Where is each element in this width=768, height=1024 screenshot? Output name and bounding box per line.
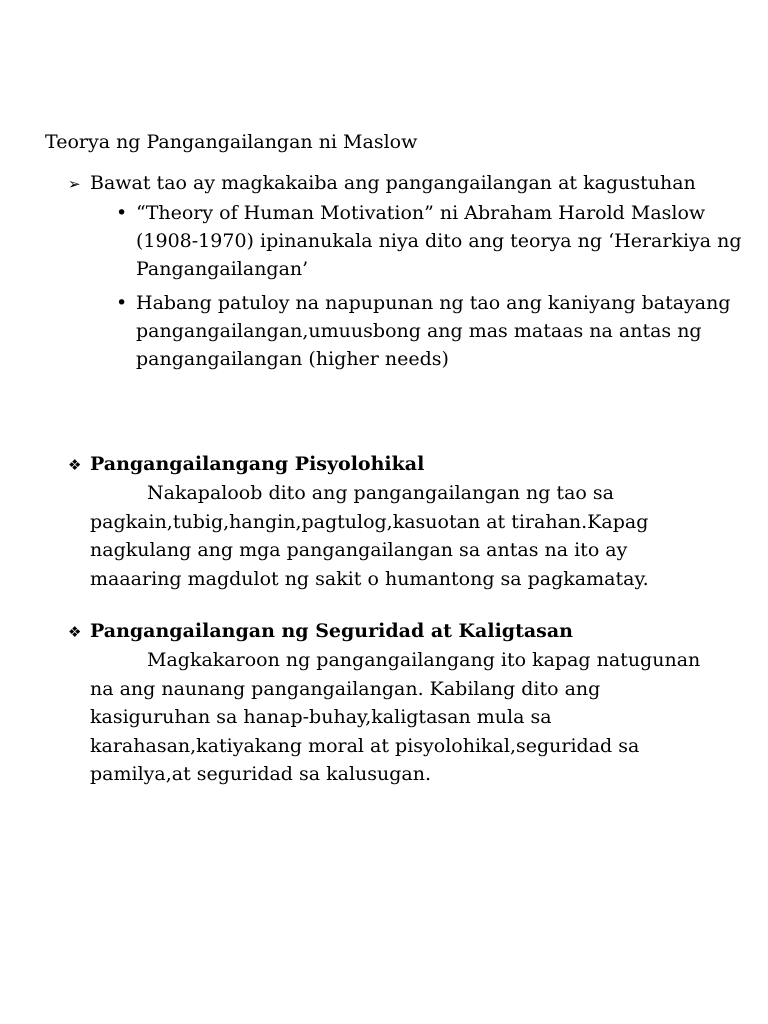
section-heading-text: Pangangailangang Pisyolohikal — [90, 453, 425, 475]
bullet-text: “Theory of Human Motivation” ni Abraham Harold Maslow (1908-1970) ipinanukala niya dito ang teorya ng ‘Herarkiya ng Pangangailangan’ — [136, 202, 742, 280]
diamond-bullet-icon: ❖ — [68, 623, 82, 641]
section-heading-text: Pangangailangan ng Seguridad at Kaligtasan — [90, 620, 573, 642]
section-heading — [68, 450, 738, 479]
bullet-text: Habang patuloy na napupunan ng tao ang kaniyang batayang pangangailangan,umuusbong ang mas mataas na antas ng pangangailangan (higher needs) — [136, 292, 731, 370]
list-item — [112, 289, 752, 373]
bullet-dot-icon: • — [116, 292, 128, 314]
section-heading — [68, 617, 738, 646]
section-physiological — [68, 450, 738, 593]
bullet-dot-icon: • — [116, 202, 128, 224]
section-safety — [68, 617, 738, 789]
section-body: Magkakaroon ng pangangailangang ito kapag natugunan na ang naunang pangangailangan. Kabilang dito ang kasiguruhan sa hanap-buhay,kaligtasan mula sa karahasan,katiyakang moral at pisyolohikal,seguridad sa pamilya,at seguridad sa kalusugan. — [90, 649, 701, 785]
diamond-bullet-icon: ❖ — [68, 456, 82, 474]
arrow-bullet-icon: ➢ — [68, 175, 81, 193]
list-item — [112, 199, 752, 283]
intro-text: Bawat tao ay magkakaiba ang pangangailangan at kagustuhan — [90, 172, 696, 194]
document-title: Teorya ng Pangangailangan ni Maslow — [45, 131, 418, 153]
intro-bullet-list — [112, 199, 752, 379]
section-body: Nakapaloob dito ang pangangailangan ng tao sa pagkain,tubig,hangin,pagtulog,kasuotan at tirahan.Kapag nagkulang ang mga pangangailangan sa antas na ito ay maaaring magdulot ng sakit o humantong sa pagkamatay. — [90, 482, 649, 590]
intro-arrow-item — [68, 169, 748, 198]
